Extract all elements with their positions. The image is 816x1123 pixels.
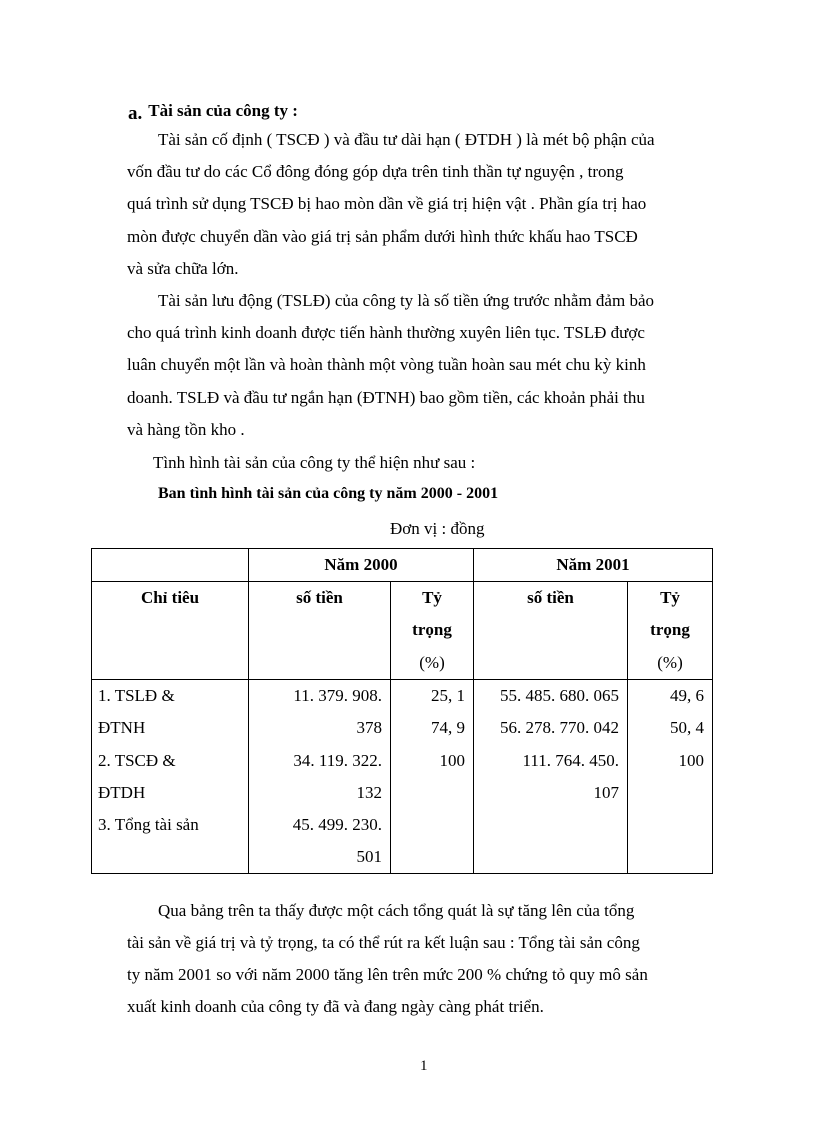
para1-line-2: quá trình sử dụng TSCĐ bị hao mòn dần về giá trị hiện vật . Phần gía trị hao xyxy=(127,194,647,213)
amount-line: 111. 764. 450. xyxy=(522,750,619,770)
ratio-label-line2: trọng xyxy=(412,620,452,640)
conclusion-line-0: Qua bảng trên ta thấy được một cách tổng quát là sự tăng lên của tổng xyxy=(158,901,635,920)
section-heading xyxy=(128,100,298,122)
ratio-label-line1: Tỷ xyxy=(660,588,680,608)
indicator-line: 3. Tổng tài sản xyxy=(98,815,199,835)
amount-line: 55. 485. 680. 065 xyxy=(500,686,619,706)
amount-2000-cell xyxy=(249,680,391,874)
section-letter: a. xyxy=(128,103,143,124)
para1-line-1: vốn đầu tư do các Cổ đông đóng góp dựa trên tinh thần tự nguyện , trong xyxy=(127,162,624,181)
ratio-label-line1: Tỷ xyxy=(422,588,442,608)
amount-line: 132 xyxy=(356,782,382,802)
indicator-line: ĐTDH xyxy=(98,782,146,802)
para1-line-0: Tài sản cố định ( TSCĐ ) và đầu tư dài hạn ( ĐTDH ) là mét bộ phận của xyxy=(158,130,655,149)
ratio-line: 50, 4 xyxy=(670,718,704,738)
header-ratio-2000 xyxy=(391,582,474,680)
section-title: Tài sản của công ty : xyxy=(148,101,298,120)
amount-line: 107 xyxy=(593,782,619,802)
indicator-line: ĐTNH xyxy=(98,718,146,738)
header-amount-2000: số tiền xyxy=(249,582,391,680)
ratio-line: 49, 6 xyxy=(670,686,704,706)
ratio-2001-cell xyxy=(628,680,713,874)
asset-table xyxy=(91,548,713,874)
amount-line: 56. 278. 770. 042 xyxy=(500,718,619,738)
para2-line-1: cho quá trình kinh doanh được tiến hành thường xuyên liên tục. TSLĐ được xyxy=(127,323,645,342)
header-empty-cell xyxy=(92,549,249,582)
ratio-line: 74, 9 xyxy=(431,718,465,738)
ratio-2000-cell xyxy=(391,680,474,874)
para2-line-4: và hàng tồn kho . xyxy=(127,420,245,439)
page-number: 1 xyxy=(420,1058,428,1074)
para2-line-0: Tài sản lưu động (TSLĐ) của công ty là số tiền ứng trước nhằm đảm bảo xyxy=(158,291,654,310)
ratio-line: 100 xyxy=(678,750,704,770)
indicator-cell xyxy=(92,680,249,874)
conclusion-line-3: xuất kinh doanh của công ty đã và đang ngày càng phát triển. xyxy=(127,997,544,1016)
header-amount-2001: số tiền xyxy=(474,582,628,680)
amount-line: 501 xyxy=(356,847,382,867)
para2-line-3: doanh. TSLĐ và đầu tư ngắn hạn (ĐTNH) bao gồm tiền, các khoản phải thu xyxy=(127,388,645,407)
ratio-label-line3: (%) xyxy=(657,652,683,672)
ratio-line: 100 xyxy=(439,750,465,770)
header-year-2001: Năm 2001 xyxy=(474,549,713,582)
amount-line: 378 xyxy=(356,718,382,738)
indicator-line: 2. TSCĐ & xyxy=(98,750,176,770)
indicator-line: 1. TSLĐ & xyxy=(98,686,175,706)
ratio-label-line3: (%) xyxy=(419,652,445,672)
conclusion-line-1: tài sản về giá trị và tỷ trọng, ta có thể rút ra kết luận sau : Tổng tài sản công xyxy=(127,933,640,952)
header-ratio-2001 xyxy=(628,582,713,680)
unit-label: Đơn vị : đồng xyxy=(390,519,485,538)
header-year-2000: Năm 2000 xyxy=(249,549,474,582)
amount-2001-cell xyxy=(474,680,628,874)
intro-line: Tình hình tài sản của công ty thể hiện như sau : xyxy=(153,453,476,472)
amount-line: 45. 499. 230. xyxy=(292,815,382,835)
header-indicator: Chỉ tiêu xyxy=(92,582,249,680)
ratio-label-line2: trọng xyxy=(650,620,690,640)
amount-line: 11. 379. 908. xyxy=(293,686,382,706)
conclusion-line-2: ty năm 2001 so với năm 2000 tăng lên trên mức 200 % chứng tỏ quy mô sản xyxy=(127,965,648,984)
para1-line-4: và sửa chữa lớn. xyxy=(127,259,239,278)
amount-line: 34. 119. 322. xyxy=(293,750,382,770)
ratio-line: 25, 1 xyxy=(431,686,465,706)
table-caption: Ban tình hình tài sản của công ty năm 2000 - 2001 xyxy=(158,485,499,502)
para2-line-2: luân chuyển một lần và hoàn thành một vòng tuần hoàn sau mét chu kỳ kinh xyxy=(127,355,646,374)
para1-line-3: mòn được chuyển dần vào giá trị sản phẩm dưới hình thức khấu hao TSCĐ xyxy=(127,227,638,246)
